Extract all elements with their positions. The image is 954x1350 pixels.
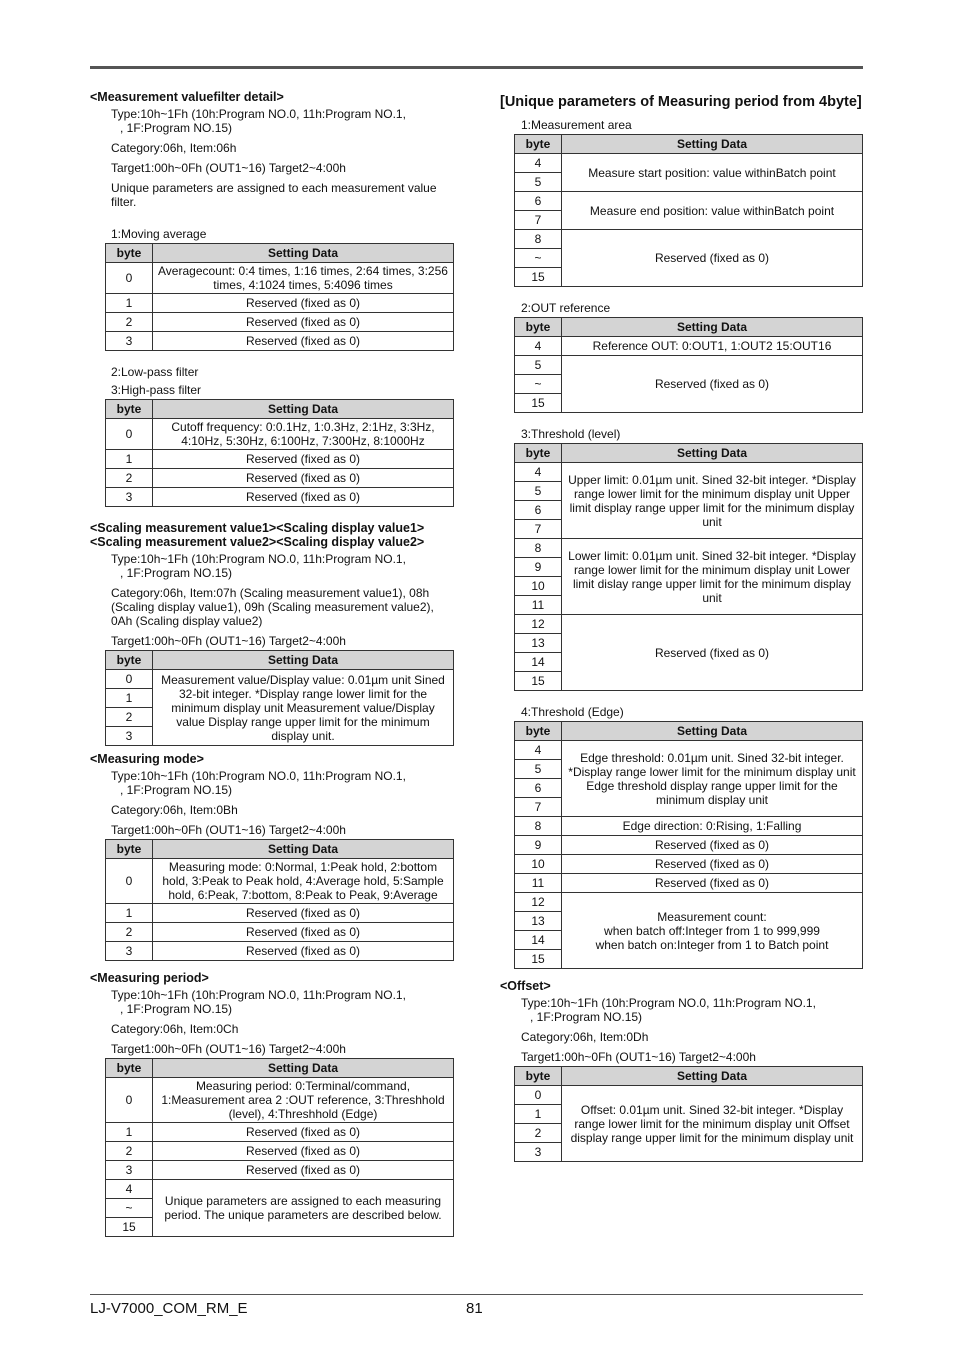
table-row: 5 Reserved (fixed as 0) [515,356,863,375]
table-row: 6 [515,779,863,798]
level-table [514,443,863,691]
table-row: 2 Reserved (fixed as 0) [106,313,454,332]
table-row: 7 [515,520,863,539]
unique-params-title: [Unique parameters of Measuring period from 4byte] [500,94,862,110]
table-row: 1 Reserved (fixed as 0) [106,1123,454,1142]
footer-rule [90,1294,863,1295]
period-target: Target1:00h~0Fh (OUT1~16) Target2~4:00h [111,1042,346,1056]
mode-target: Target1:00h~0Fh (OUT1~16) Target2~4:00h [111,823,346,837]
byte-header: byte [106,400,153,419]
table-row: 1 Reserved (fixed as 0) [106,450,454,469]
filter-type: Type:10h~1Fh (10h:Program NO.0, 11h:Program NO.1, [111,107,406,121]
table-row: 13 [515,912,863,931]
table-row: 2 Reserved (fixed as 0) [106,923,454,942]
setting-header: Setting Data [153,1059,454,1078]
table-row: 2 Reserved (fixed as 0) [106,1142,454,1161]
table-row: 8 Edge direction: 0:Rising, 1:Falling [515,817,863,836]
byte-header: byte [515,722,562,741]
offset-target: Target1:00h~0Fh (OUT1~16) Target2~4:00h [521,1050,756,1064]
table-row: 3 Reserved (fixed as 0) [106,942,454,961]
area-table [514,134,863,287]
table-row: 12 Reserved (fixed as 0) [515,615,863,634]
period-type: Type:10h~1Fh (10h:Program NO.0, 11h:Program NO.1, [111,988,406,1002]
table-row: 3 [106,727,454,746]
period-title: <Measuring period> [90,971,209,985]
table-row: 15 [515,672,863,691]
table-row: 2 [515,1124,863,1143]
table-row: 10 Reserved (fixed as 0) [515,855,863,874]
table-row: 0 Measuring mode: 0:Normal, 1:Peak hold, 2:bottom hold, 3:Peak to Peak hold, 4:Average hold, 5:Sample hold, 6:Peak, 7:bottom, 8:Peak to Peak, 9:Average [106,859,454,904]
table-row: 5 [515,760,863,779]
table-row: 11 [515,596,863,615]
table-row: ~ [515,375,863,394]
period-table [105,1058,454,1237]
scaling-target: Target1:00h~0Fh (OUT1~16) Target2~4:00h [111,634,346,648]
setting-header: Setting Data [153,244,454,263]
edge-label: 4:Threshold (Edge) [521,705,624,719]
period-category: Category:06h, Item:0Ch [111,1022,239,1036]
scaling-title-2: <Scaling measurement value2><Scaling display value2> [90,535,425,549]
byte-header: byte [515,1067,562,1086]
table-row: 15 [515,268,863,287]
table-row: 11 Reserved (fixed as 0) [515,874,863,893]
scaling-type: Type:10h~1Fh (10h:Program NO.0, 11h:Program NO.1, [111,552,406,566]
filter-type-cont: , 1F:Program NO.15) [120,121,233,135]
filter-target: Target1:00h~0Fh (OUT1~16) Target2~4:00h [111,161,346,175]
table-row: 4 Reference OUT: 0:OUT1, 1:OUT2 15:OUT16 [515,337,863,356]
setting-header: Setting Data [562,722,863,741]
table-row: 15 [515,394,863,413]
table-row: 2 [106,708,454,727]
table-row: 6 [515,501,863,520]
byte-header: byte [515,444,562,463]
scaling-category: Category:06h, Item:07h (Scaling measurement value1), 08h (Scaling display value1), 09h (Scaling measurement value2), 0Ah (Scaling display value2) [111,586,434,628]
table-row: 3 [515,1143,863,1162]
table-row: 0 Measurement value/Display value: 0.01µm unit Sined 32-bit integer. *Display range lower limit for the minimum display unit Measurement value/Display value Display range upper limit for the minimum display unit. [106,670,454,689]
byte-header: byte [106,244,153,263]
scaling-table [105,650,454,746]
table-row: 0 Averagecount: 0:4 times, 1:16 times, 2:64 times, 3:256 times, 4:1024 times, 5:4096 times [106,263,454,294]
byte-header: byte [106,651,153,670]
table-row: 13 [515,634,863,653]
offset-title: <Offset> [500,979,551,993]
mode-category: Category:06h, Item:0Bh [111,803,238,817]
table-row: 1 [515,1105,863,1124]
setting-header: Setting Data [153,400,454,419]
setting-header: Setting Data [562,135,863,154]
table-row: 4 Unique parameters are assigned to each measuring period. The unique parameters are described below. [106,1180,454,1199]
table-row: ~ [515,249,863,268]
offset-type-cont: , 1F:Program NO.15) [530,1010,643,1024]
header-rule [90,66,863,69]
scaling-type-cont: , 1F:Program NO.15) [120,566,233,580]
page-number: 81 [466,1300,483,1317]
table-row: 4 Edge threshold: 0.01µm unit. Sined 32-bit integer. *Display range lower limit for the minimum display unit Edge threshold display range upper limit for the minimum display unit [515,741,863,760]
offset-category: Category:06h, Item:0Dh [521,1030,649,1044]
left-column [90,90,456,1237]
table-row: 5 [515,173,863,192]
table-row: ~ [106,1199,454,1218]
table-row: 10 [515,577,863,596]
offset-table [514,1066,863,1162]
table-row: 1 Reserved (fixed as 0) [106,294,454,313]
filter-desc: Unique parameters are assigned to each measurement value filter. [111,181,437,209]
setting-header: Setting Data [562,444,863,463]
mode-table [105,839,454,961]
byte-header: byte [515,135,562,154]
outref-table [514,317,863,413]
table-row: 9 [515,558,863,577]
outref-label: 2:OUT reference [521,301,611,315]
moving-average-table [105,243,454,351]
byte-header: byte [515,318,562,337]
pass-filter-table [105,399,454,507]
table-row: 1 Reserved (fixed as 0) [106,904,454,923]
table-row: 2 Reserved (fixed as 0) [106,469,454,488]
table-row: 3 Reserved (fixed as 0) [106,332,454,351]
edge-table [514,721,863,969]
table-row: 0 Cutoff frequency: 0:0.1Hz, 1:0.3Hz, 2:1Hz, 3:3Hz, 4:10Hz, 5:30Hz, 6:100Hz, 7:300Hz, 8:1000Hz [106,419,454,450]
measurement-count-cell: Measurement count: when batch off:Integer from 1 to 999,999 when batch on:Integer from 1 to Batch point [562,893,863,969]
offset-type: Type:10h~1Fh (10h:Program NO.0, 11h:Program NO.1, [521,996,816,1010]
table-row: 0 Measuring period: 0:Terminal/command, 1:Measurement area 2 :OUT reference, 3:Threshhold (level), 4:Threshhold (Edge) [106,1078,454,1123]
setting-header: Setting Data [562,1067,863,1086]
right-column [500,90,865,1162]
filter-category: Category:06h, Item:06h [111,141,237,155]
moving-average-label: 1:Moving average [111,227,207,241]
table-row: 15 [106,1218,454,1237]
lowpass-label: 2:Low-pass filter [111,365,199,379]
table-row: 9 Reserved (fixed as 0) [515,836,863,855]
table-row: 7 [515,211,863,230]
table-row: 12 Measurement count: when batch off:Integer from 1 to 999,999 when batch on:Integer from 1 to Batch point [515,893,863,912]
doc-id: LJ-V7000_COM_RM_E [90,1300,248,1317]
level-label: 3:Threshold (level) [521,427,621,441]
area-label: 1:Measurement area [521,118,632,132]
table-row: 15 [515,950,863,969]
mode-title: <Measuring mode> [90,752,204,766]
table-row: 0 Offset: 0.01µm unit. Sined 32-bit integer. *Display range lower limit for the minimum display unit Offset display range upper limit for the minimum display unit [515,1086,863,1105]
table-row: 6 Measure end position: value withinBatch point [515,192,863,211]
mode-type-cont: , 1F:Program NO.15) [120,783,233,797]
table-row: 4 Measure start position: value withinBatch point [515,154,863,173]
table-row: 5 [515,482,863,501]
table-row: 14 [515,653,863,672]
setting-header: Setting Data [153,651,454,670]
mode-type: Type:10h~1Fh (10h:Program NO.0, 11h:Program NO.1, [111,769,406,783]
table-row: 3 Reserved (fixed as 0) [106,1161,454,1180]
table-row: 1 [106,689,454,708]
table-row: 14 [515,931,863,950]
table-row: 8 Reserved (fixed as 0) [515,230,863,249]
setting-header: Setting Data [153,840,454,859]
table-row: 8 Lower limit: 0.01µm unit. Sined 32-bit integer. *Display range lower limit for the minimum display unit Lower limit dislay range upper limit for the minimum display unit [515,539,863,558]
highpass-label: 3:High-pass filter [111,383,202,397]
byte-header: byte [106,1059,153,1078]
table-row: 7 [515,798,863,817]
filter-title: <Measurement valuefilter detail> [90,90,284,104]
table-row: 3 Reserved (fixed as 0) [106,488,454,507]
table-row: 4 Upper limit: 0.01µm unit. Sined 32-bit integer. *Display range lower limit for the minimum display unit Upper limit display range upper limit for the minimum display unit [515,463,863,482]
scaling-title-1: <Scaling measurement value1><Scaling display value1> [90,521,425,535]
period-type-cont: , 1F:Program NO.15) [120,1002,233,1016]
setting-header: Setting Data [562,318,863,337]
byte-header: byte [106,840,153,859]
